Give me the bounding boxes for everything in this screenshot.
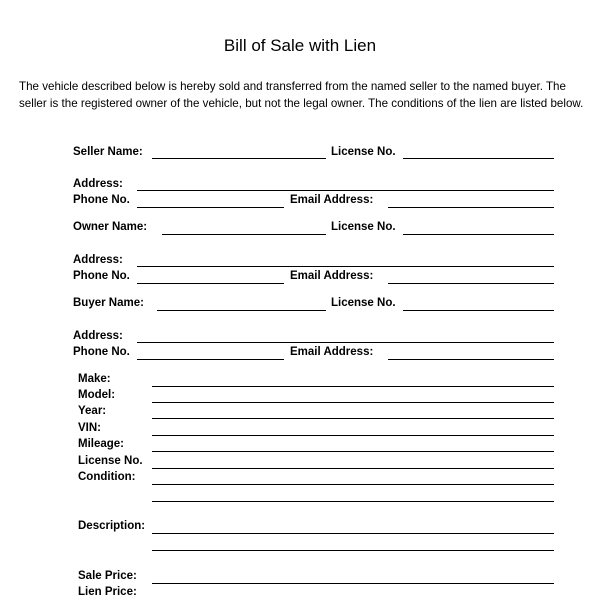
- sale-price-label: Sale Price:: [78, 570, 137, 582]
- owner-email-field[interactable]: [388, 283, 554, 284]
- year-field[interactable]: [152, 418, 554, 419]
- buyer-phone-field[interactable]: [137, 359, 284, 360]
- lien-price-label: Lien Price:: [78, 586, 137, 598]
- vin-field[interactable]: [152, 435, 554, 436]
- sale-price-field[interactable]: [152, 583, 554, 584]
- vin-label: VIN:: [78, 422, 101, 434]
- buyer-phone-label: Phone No.: [73, 346, 130, 358]
- make-label: Make:: [78, 373, 111, 385]
- owner-phone-field[interactable]: [137, 283, 284, 284]
- intro-paragraph: The vehicle described below is hereby sold and transferred from the named seller to the named buyer. The seller is the registered owner of the vehicle, but not the legal owner. The conditions of the lien are listed below.: [19, 80, 584, 110]
- condition-label: Condition:: [78, 471, 136, 483]
- owner-name-field[interactable]: [162, 234, 326, 235]
- model-field[interactable]: [152, 402, 554, 403]
- model-label: Model:: [78, 389, 116, 401]
- seller-license-label: License No.: [331, 146, 396, 158]
- condition-field[interactable]: [152, 484, 554, 485]
- owner-email-label: Email Address:: [290, 270, 374, 282]
- buyer-email-label: Email Address:: [290, 346, 374, 358]
- description-label: Description:: [78, 520, 146, 532]
- buyer-license-label: License No.: [331, 297, 396, 309]
- condition-field-line-2[interactable]: [152, 501, 554, 502]
- description-field[interactable]: [152, 533, 554, 534]
- buyer-name-field[interactable]: [157, 310, 326, 311]
- vehicle-license-field[interactable]: [152, 468, 554, 469]
- mileage-field[interactable]: [152, 451, 554, 452]
- buyer-address-label: Address:: [73, 330, 123, 342]
- seller-name-field[interactable]: [152, 158, 326, 159]
- buyer-address-field[interactable]: [137, 342, 554, 343]
- buyer-email-field[interactable]: [388, 359, 554, 360]
- make-field[interactable]: [152, 386, 554, 387]
- seller-address-label: Address:: [73, 178, 123, 190]
- seller-name-label: Seller Name:: [73, 146, 143, 158]
- mileage-label: Mileage:: [78, 438, 125, 450]
- seller-phone-field[interactable]: [137, 207, 284, 208]
- buyer-license-field[interactable]: [403, 310, 554, 311]
- seller-phone-label: Phone No.: [73, 194, 130, 206]
- owner-address-field[interactable]: [137, 266, 554, 267]
- description-field-line-2[interactable]: [152, 550, 554, 551]
- year-label: Year:: [78, 405, 107, 417]
- document-title: Bill of Sale with Lien: [223, 36, 377, 55]
- owner-address-label: Address:: [73, 254, 123, 266]
- seller-license-field[interactable]: [403, 158, 554, 159]
- owner-license-field[interactable]: [403, 234, 554, 235]
- buyer-name-label: Buyer Name:: [73, 297, 144, 309]
- owner-name-label: Owner Name:: [73, 221, 148, 233]
- seller-address-field[interactable]: [137, 190, 554, 191]
- owner-license-label: License No.: [331, 221, 396, 233]
- vehicle-license-label: License No.: [78, 455, 143, 467]
- seller-email-field[interactable]: [388, 207, 554, 208]
- seller-email-label: Email Address:: [290, 194, 374, 206]
- owner-phone-label: Phone No.: [73, 270, 130, 282]
